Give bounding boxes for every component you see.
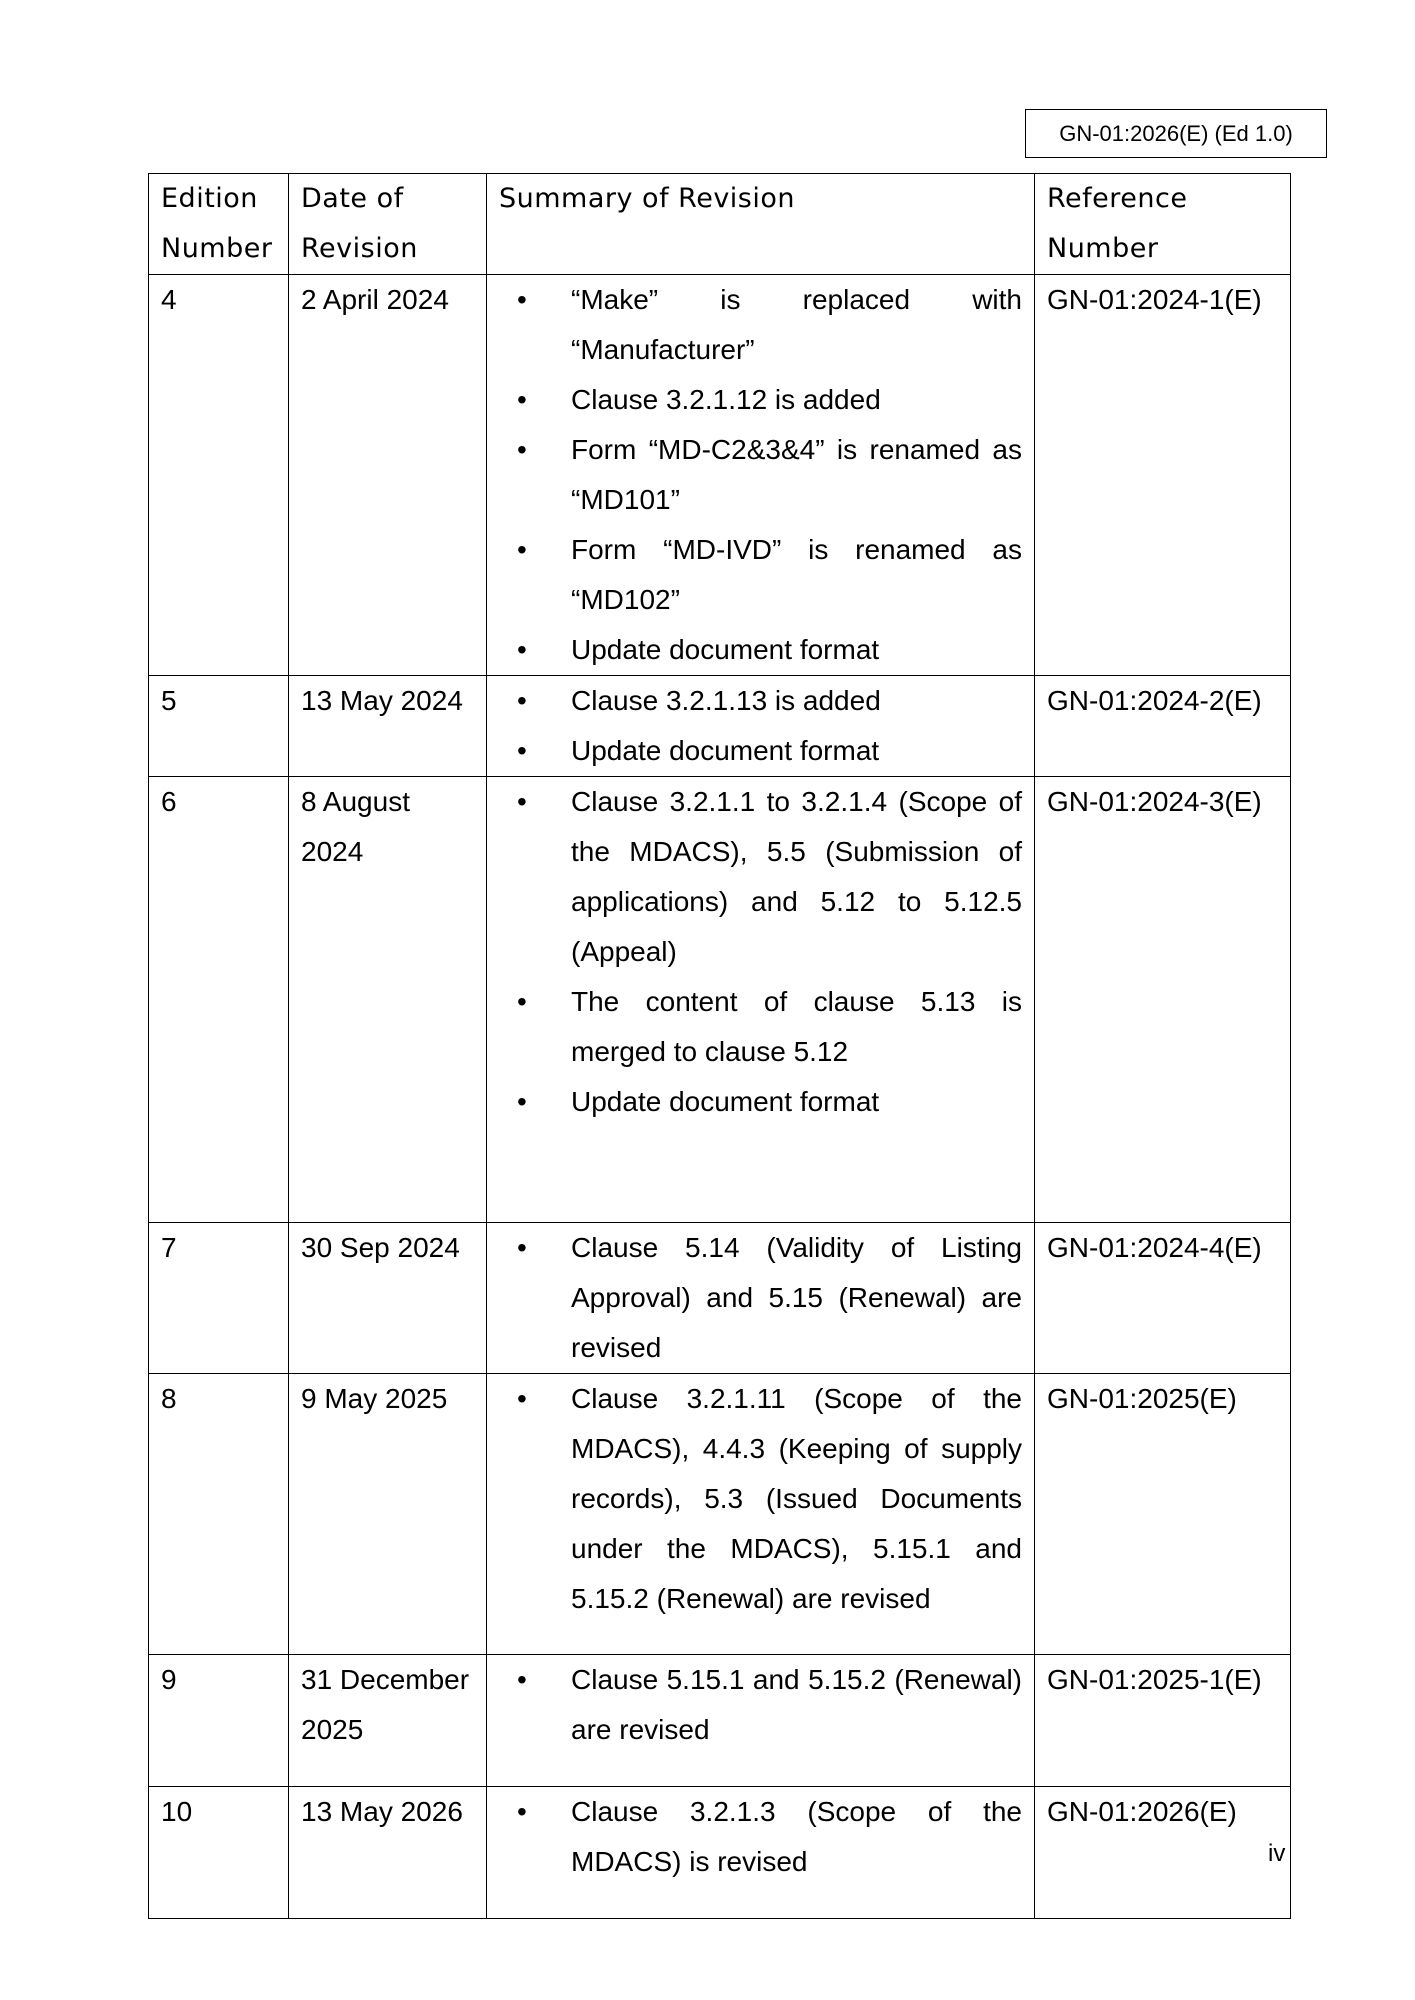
cell-edition-number: 5 — [149, 676, 289, 777]
table-row — [149, 1223, 1291, 1374]
summary-list — [499, 777, 1022, 1127]
list-item — [499, 676, 1022, 726]
revision-history-table — [148, 173, 1291, 1919]
header-date-of-revision: Date of Revision — [289, 174, 487, 275]
cell-date-of-revision: 31 December 2025 — [289, 1655, 487, 1787]
page-number: iv — [1268, 1840, 1286, 1867]
summary-item-text: Form “MD-IVD” is renamed as “MD102” — [571, 534, 1022, 615]
summary-list — [499, 1655, 1022, 1755]
list-item — [499, 1077, 1022, 1127]
cell-summary-of-revision — [487, 1223, 1035, 1374]
list-item — [499, 977, 1022, 1077]
cell-edition-number: 4 — [149, 275, 289, 676]
summary-list — [499, 1223, 1022, 1373]
header-summary-of-revision: Summary of Revision — [487, 174, 1035, 275]
list-item — [499, 777, 1022, 977]
bullet-icon: • — [517, 284, 527, 315]
cell-summary-of-revision — [487, 1655, 1035, 1787]
cell-edition-number: 10 — [149, 1787, 289, 1919]
cell-reference-number: GN-01:2025(E) — [1035, 1374, 1291, 1655]
cell-summary-of-revision — [487, 676, 1035, 777]
cell-edition-number: 9 — [149, 1655, 289, 1787]
list-item — [499, 525, 1022, 625]
list-item — [499, 625, 1022, 675]
bullet-icon: • — [517, 534, 527, 565]
list-item — [499, 375, 1022, 425]
bullet-icon: • — [517, 986, 527, 1017]
list-item — [499, 1787, 1022, 1887]
summary-list — [499, 1787, 1022, 1887]
cell-edition-number: 7 — [149, 1223, 289, 1374]
cell-summary-of-revision — [487, 1374, 1035, 1655]
document-reference-box: GN-01:2026(E) (Ed 1.0) — [1025, 109, 1327, 158]
bullet-icon: • — [517, 1232, 527, 1263]
bullet-icon: • — [517, 634, 527, 665]
table-row — [149, 777, 1291, 1223]
table-row — [149, 676, 1291, 777]
bullet-icon: • — [517, 1796, 527, 1827]
cell-summary-of-revision — [487, 1787, 1035, 1919]
summary-item-text: Clause 3.2.1.1 to 3.2.1.4 (Scope of the MDACS), 5.5 (Submission of applications) and 5.12 to 5.12.5 (Appeal) — [571, 786, 1022, 967]
bullet-icon: • — [517, 685, 527, 716]
cell-reference-number: GN-01:2024-2(E) — [1035, 676, 1291, 777]
summary-list — [499, 676, 1022, 776]
summary-list — [499, 275, 1022, 675]
list-item — [499, 275, 1022, 375]
cell-date-of-revision: 2 April 2024 — [289, 275, 487, 676]
cell-reference-number: GN-01:2024-3(E) — [1035, 777, 1291, 1223]
table-row — [149, 1374, 1291, 1655]
cell-date-of-revision: 8 August 2024 — [289, 777, 487, 1223]
cell-date-of-revision: 30 Sep 2024 — [289, 1223, 487, 1374]
list-item — [499, 1374, 1022, 1624]
summary-list — [499, 1374, 1022, 1624]
table-row — [149, 1787, 1291, 1919]
cell-summary-of-revision — [487, 777, 1035, 1223]
bullet-icon: • — [517, 735, 527, 766]
table-row — [149, 275, 1291, 676]
summary-item-text: Clause 3.2.1.3 (Scope of the MDACS) is revised — [571, 1796, 1022, 1877]
list-item — [499, 1223, 1022, 1373]
list-item — [499, 425, 1022, 525]
bullet-icon: • — [517, 434, 527, 465]
summary-item-text: The content of clause 5.13 is merged to clause 5.12 — [571, 986, 1022, 1067]
summary-item-text: Clause 3.2.1.11 (Scope of the MDACS), 4.4.3 (Keeping of supply records), 5.3 (Issued Documents under the MDACS), 5.15.1 and 5.15.2 (Renewal) are revised — [571, 1383, 1022, 1614]
cell-reference-number: GN-01:2025-1(E) — [1035, 1655, 1291, 1787]
bullet-icon: • — [517, 384, 527, 415]
cell-summary-of-revision — [487, 275, 1035, 676]
summary-item-text: Clause 5.15.1 and 5.15.2 (Renewal) are revised — [571, 1664, 1022, 1745]
cell-date-of-revision: 13 May 2024 — [289, 676, 487, 777]
cell-date-of-revision: 9 May 2025 — [289, 1374, 487, 1655]
bullet-icon: • — [517, 786, 527, 817]
header-reference-number: Reference Number — [1035, 174, 1291, 275]
cell-date-of-revision: 13 May 2026 — [289, 1787, 487, 1919]
list-item — [499, 726, 1022, 776]
summary-item-text: Form “MD-C2&3&4” is renamed as “MD101” — [571, 434, 1022, 515]
cell-reference-number: GN-01:2024-4(E) — [1035, 1223, 1291, 1374]
header-edition-number: Edition Number — [149, 174, 289, 275]
cell-reference-number: GN-01:2024-1(E) — [1035, 275, 1291, 676]
cell-edition-number: 8 — [149, 1374, 289, 1655]
summary-item-text: “Make” is replaced with “Manufacturer” — [571, 284, 1022, 365]
bullet-icon: • — [517, 1383, 527, 1414]
bullet-icon: • — [517, 1086, 527, 1117]
summary-item-text: Update document format — [571, 1086, 880, 1117]
bullet-icon: • — [517, 1664, 527, 1695]
list-item — [499, 1655, 1022, 1755]
summary-item-text: Update document format — [571, 735, 880, 766]
cell-reference-number: GN-01:2026(E) — [1035, 1787, 1291, 1919]
summary-item-text: Clause 5.14 (Validity of Listing Approval) and 5.15 (Renewal) are revised — [571, 1232, 1022, 1363]
summary-item-text: Clause 3.2.1.13 is added — [571, 685, 881, 716]
table-header-row — [149, 174, 1291, 275]
cell-edition-number: 6 — [149, 777, 289, 1223]
summary-item-text: Update document format — [571, 634, 880, 665]
table-row — [149, 1655, 1291, 1787]
summary-item-text: Clause 3.2.1.12 is added — [571, 384, 881, 415]
